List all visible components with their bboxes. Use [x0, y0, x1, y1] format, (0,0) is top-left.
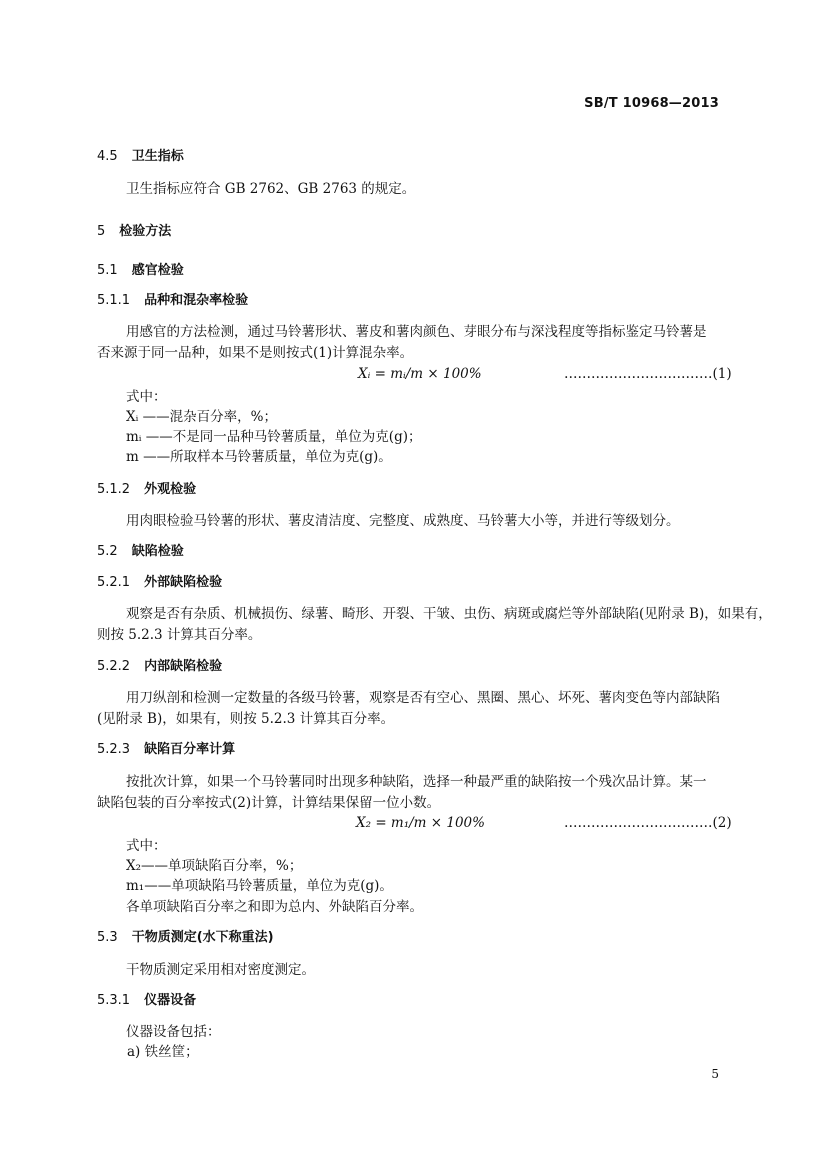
paragraph: 观察是否有杂质、机械损伤、绿薯、畸形、开裂、干皱、虫伤、病斑或腐烂等外部缺陷(见附录 B)，如果有，	[126, 606, 772, 622]
section-heading-5: 5 检验方法	[97, 224, 172, 239]
paragraph: 卫生指标应符合 GB 2762、GB 2763 的规定。	[126, 181, 416, 197]
standard-id: SB/T 10968—2013	[584, 96, 719, 111]
paragraph: 则按 5.2.3 计算其百分率。	[97, 627, 262, 643]
section-heading-5-1: 5.1 感官检验	[97, 263, 184, 278]
paragraph: 按批次计算，如果一个马铃薯同时出现多种缺陷，选择一种最严重的缺陷按一个残次品计算。某一	[126, 774, 707, 790]
definition-line: m ——所取样本马铃薯质量，单位为克(g)。	[126, 449, 392, 465]
section-heading-5-2-3: 5.2.3 缺陷百分率计算	[97, 742, 236, 757]
definition-line: X₂——单项缺陷百分率，%；	[126, 858, 303, 874]
paragraph: 否来源于同一品种，如果不是则按式(1)计算混杂率。	[97, 345, 414, 361]
section-heading-5-1-2: 5.1.2 外观检验	[97, 482, 197, 497]
where-label: 式中：	[126, 389, 167, 405]
page-number: 5	[711, 1067, 719, 1081]
paragraph: 缺陷包装的百分率按式(2)计算，计算结果保留一位小数。	[97, 795, 441, 811]
section-heading-5-2: 5.2 缺陷检验	[97, 544, 184, 559]
formula-1: Xᵢ = mᵢ/m × 100%	[358, 366, 482, 382]
paragraph: 干物质测定采用相对密度测定。	[126, 962, 315, 978]
formula-2: X₂ = m₁/m × 100%	[356, 815, 485, 831]
paragraph: 用肉眼检验马铃薯的形状、薯皮清洁度、完整度、成熟度、马铃薯大小等，并进行等级划分。	[126, 513, 680, 529]
definition-line: m₁——单项缺陷马铃薯质量，单位为克(g)。	[126, 878, 393, 894]
paragraph: (见附录 B)，如果有，则按 5.2.3 计算其百分率。	[97, 711, 395, 727]
section-heading-5-2-2: 5.2.2 内部缺陷检验	[97, 659, 223, 674]
where-label: 式中：	[126, 838, 167, 854]
definition-line: Xᵢ ——混杂百分率，%；	[126, 409, 277, 425]
section-heading-5-2-1: 5.2.1 外部缺陷检验	[97, 575, 223, 590]
formula-number-1: ……………………………(1)	[564, 366, 732, 382]
paragraph: 用感官的方法检测，通过马铃薯形状、薯皮和薯肉颜色、芽眼分布与深浅程度等指标鉴定马铃薯是	[126, 324, 707, 340]
section-heading-5-3-1: 5.3.1 仪器设备	[97, 993, 197, 1008]
section-heading-4-5: 4.5 卫生指标	[97, 149, 184, 164]
list-item: a) 铁丝筐；	[127, 1044, 199, 1060]
definition-line: mᵢ ——不是同一品种马铃薯质量，单位为克(g)；	[126, 429, 422, 445]
section-heading-5-3: 5.3 干物质测定(水下称重法)	[97, 930, 274, 945]
formula-number-2: ……………………………(2)	[564, 815, 732, 831]
section-heading-5-1-1: 5.1.1 品种和混杂率检验	[97, 293, 249, 308]
paragraph: 各单项缺陷百分率之和即为总内、外缺陷百分率。	[126, 899, 423, 915]
paragraph: 用刀纵剖和检测一定数量的各级马铃薯，观察是否有空心、黑圈、黑心、坏死、薯肉变色等内部缺陷	[126, 690, 720, 706]
paragraph: 仪器设备包括：	[126, 1024, 221, 1040]
